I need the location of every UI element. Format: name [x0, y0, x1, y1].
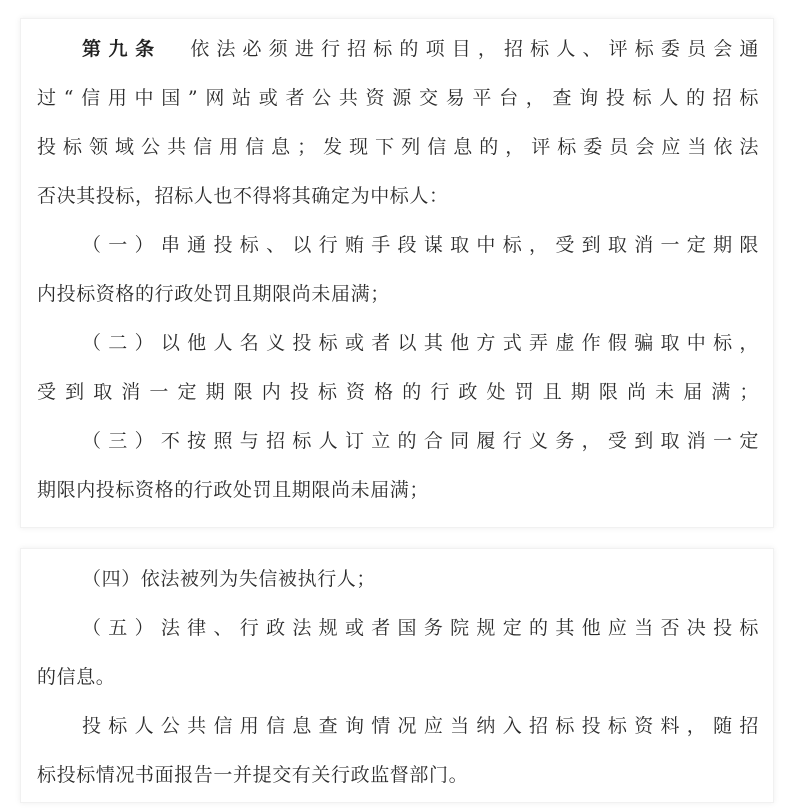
- article-card-bottom: [20, 548, 774, 803]
- item-1-line-1: （一）串通投标、以行贿手段谋取中标，受到取消一定期限: [82, 234, 759, 256]
- item-5-line-2: 的信息。: [37, 666, 116, 688]
- article-line-2: 过“信用中国”网站或者公共资源交易平台，查询投标人的招标: [37, 87, 759, 109]
- item-5-line-1: （五）法律、行政法规或者国务院规定的其他应当否决投标: [82, 617, 759, 639]
- item-2-line-2: 受到取消一定期限内投标资格的行政处罚且期限尚未届满；: [37, 381, 759, 403]
- article-number: 第九条: [82, 38, 162, 60]
- article-line-4: 否决其投标，招标人也不得将其确定为中标人：: [37, 185, 449, 207]
- item-3-line-2: 期限内投标资格的行政处罚且期限尚未届满；: [37, 479, 430, 501]
- closing-line-2: 标投标情况书面报告一并提交有关行政监督部门。: [37, 764, 469, 786]
- article-line-3: 投标领域公共信用信息；发现下列信息的，评标委员会应当依法: [37, 136, 759, 158]
- item-4-line-1: （四）依法被列为失信被执行人；: [82, 568, 377, 590]
- closing-line-1: 投标人公共信用信息查询情况应当纳入招标投标资料，随招: [82, 715, 759, 737]
- article-heading-line: [37, 34, 759, 64]
- item-1-line-2: 内投标资格的行政处罚且期限尚未届满；: [37, 283, 390, 305]
- item-2-line-1: （二）以他人名义投标或者以其他方式弄虚作假骗取中标，: [82, 332, 759, 354]
- article-line-1: 依法必须进行招标的项目，招标人、评标委员会通: [183, 38, 759, 60]
- item-3-line-1: （三）不按照与招标人订立的合同履行义务，受到取消一定: [82, 430, 759, 452]
- article-card-top: [20, 18, 774, 528]
